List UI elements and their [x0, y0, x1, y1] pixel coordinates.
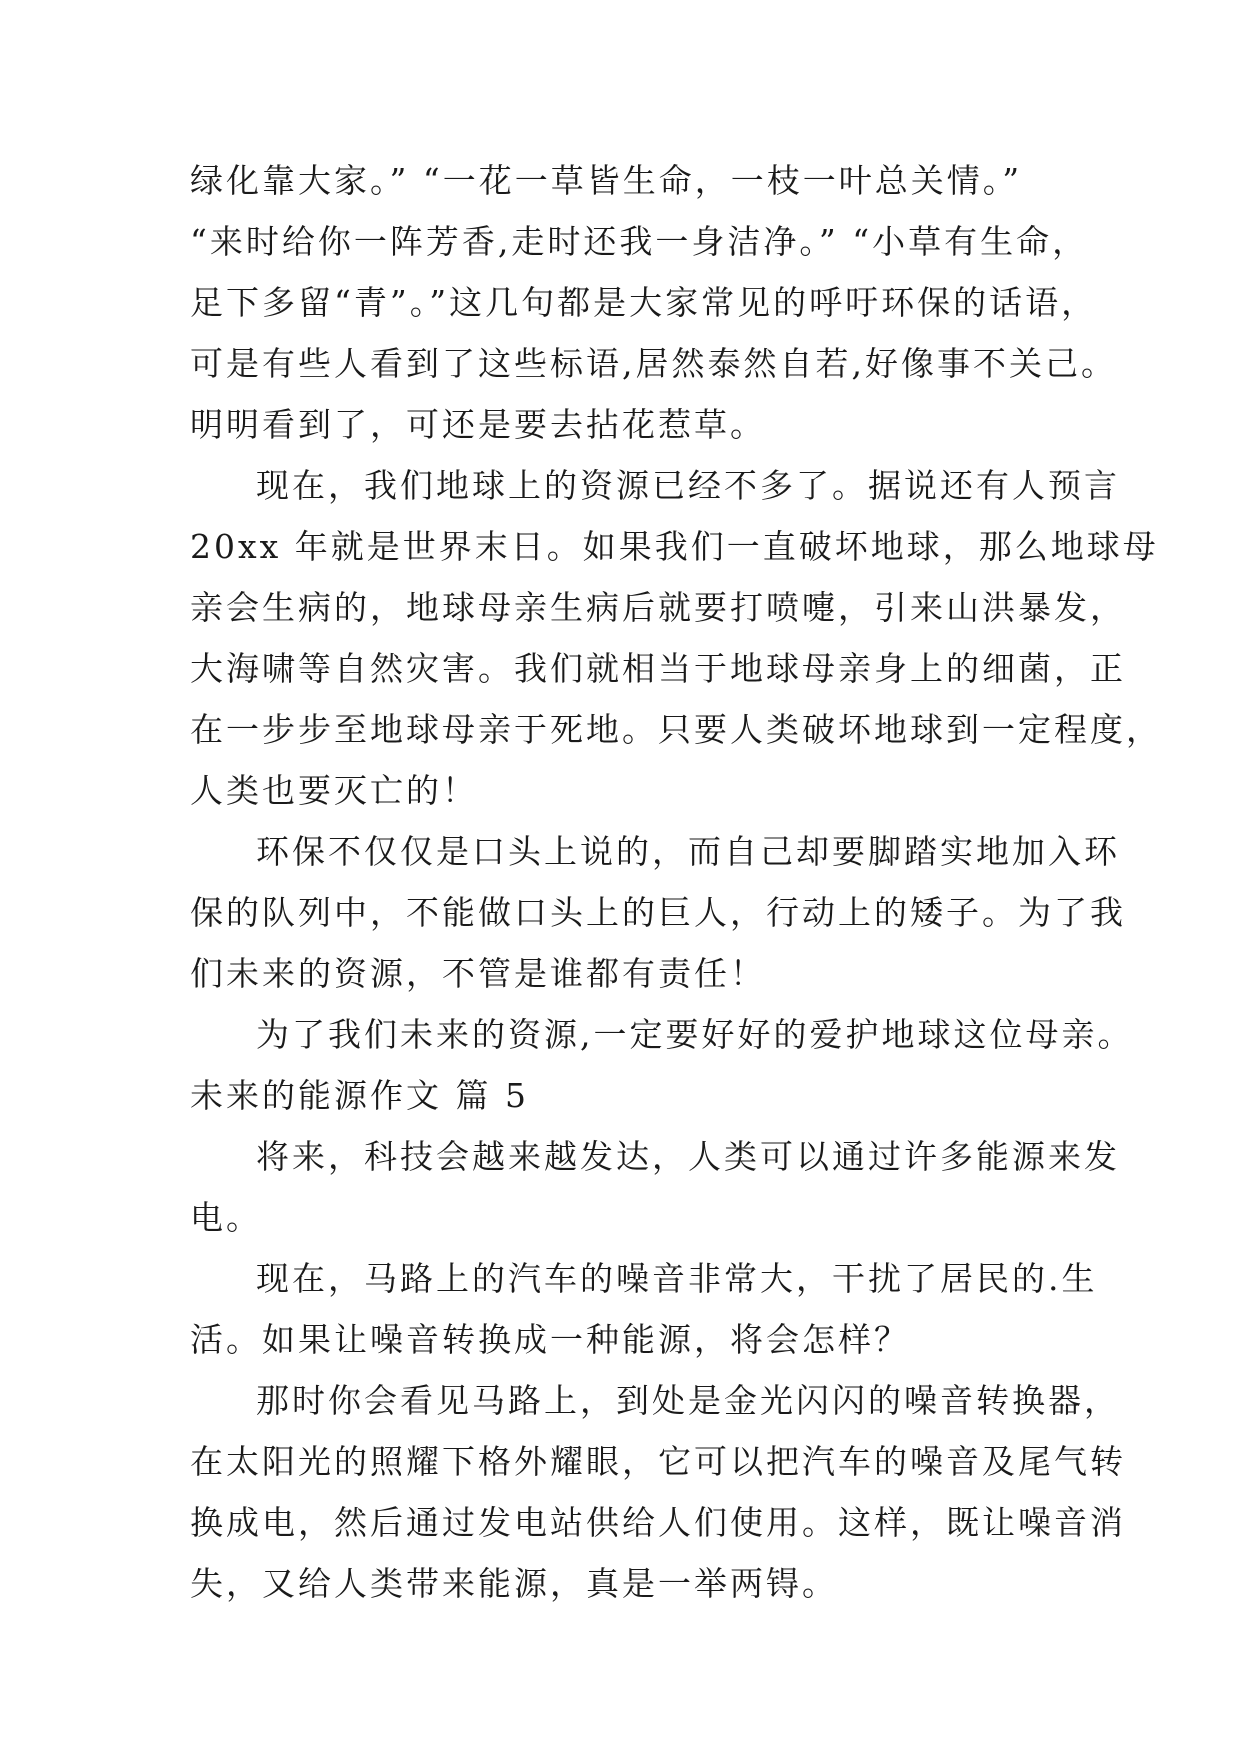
- text-line: 明明看到了，可还是要去拈花惹草。: [190, 405, 766, 444]
- paragraph-start-line: 现在，马路上的汽车的噪音非常大，干扰了居民的.生: [256, 1259, 1098, 1298]
- paragraph-start-line: 将来，科技会越来越发达，人类可以通过许多能源来发: [256, 1137, 1120, 1176]
- text-line: 大海啸等自然灾害。我们就相当于地球母亲身上的细菌，正: [190, 649, 1126, 688]
- text-line: 可是有些人看到了这些标语,居然泰然自若,好像事不关己。: [190, 344, 1117, 383]
- paragraph-start-line: 现在，我们地球上的资源已经不多了。据说还有人预言: [256, 466, 1120, 505]
- text-line: 们未来的资源，不管是谁都有责任！: [190, 954, 766, 993]
- text-line: 20xx 年就是世界末日。如果我们一直破坏地球，那么地球母: [190, 527, 1159, 566]
- text-line: 人类也要灭亡的！: [190, 771, 478, 810]
- text-line: 在太阳光的照耀下格外耀眼，它可以把汽车的噪音及尾气转: [190, 1442, 1126, 1481]
- text-line: 保的队列中，不能做口头上的巨人，行动上的矮子。为了我: [190, 893, 1126, 932]
- text-line: 在一步步至地球母亲于死地。只要人类破坏地球到一定程度，: [190, 710, 1162, 749]
- document-body: [190, 150, 1162, 1614]
- text-line: “来时给你一阵芳香,走时还我一身洁净。” “小草有生命，: [190, 222, 1089, 261]
- paragraph-start-line: 那时你会看见马路上，到处是金光闪闪的噪音转换器，: [256, 1381, 1120, 1420]
- text-line: 足下多留“青”。”这几句都是大家常见的呼吁环保的话语，: [190, 283, 1098, 322]
- paragraph-start-line: 为了我们未来的资源,一定要好好的爱护地球这位母亲。: [256, 1015, 1134, 1054]
- text-line: 换成电，然后通过发电站供给人们使用。这样，既让噪音消: [190, 1503, 1126, 1542]
- section-heading: 未来的能源作文 篇 5: [190, 1076, 529, 1115]
- text-line: 活。如果让噪音转换成一种能源，将会怎样？: [190, 1320, 910, 1359]
- text-line: 绿化靠大家。” “一花一草皆生命，一枝一叶总关情。”: [190, 161, 1023, 200]
- paragraph-start-line: 环保不仅仅是口头上说的，而自己却要脚踏实地加入环: [256, 832, 1120, 871]
- text-line: 失，又给人类带来能源，真是一举两锝。: [190, 1564, 838, 1603]
- text-line: 亲会生病的，地球母亲生病后就要打喷嚏，引来山洪暴发，: [190, 588, 1126, 627]
- text-line: 电。: [190, 1198, 262, 1237]
